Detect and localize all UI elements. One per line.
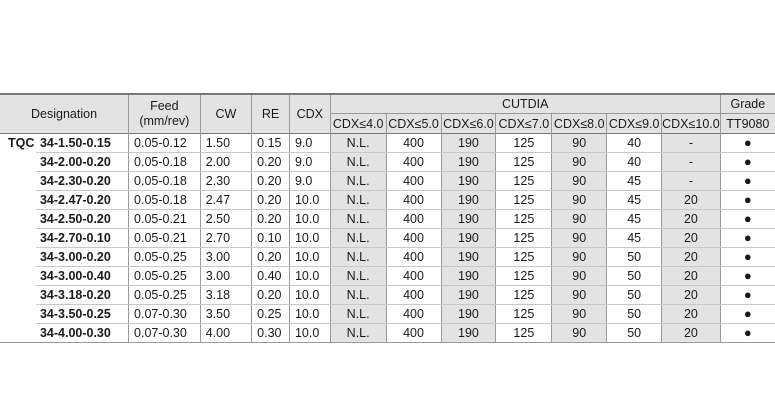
cell-cutdia: 90	[552, 153, 607, 172]
header-cdx-le-9: CDX≤9.0	[607, 114, 662, 134]
cell-designation: 34-3.50-0.25	[36, 305, 129, 324]
cell-cutdia: 125	[496, 305, 552, 324]
header-grade-tt9080: TT9080	[720, 114, 775, 134]
cell-cutdia: 40	[607, 153, 662, 172]
header-cdx-le-8: CDX≤8.0	[552, 114, 607, 134]
cell-cutdia: 125	[496, 267, 552, 286]
cell-cutdia: 45	[607, 210, 662, 229]
cell-cutdia: 190	[441, 324, 496, 343]
series-prefix-blank	[0, 172, 36, 191]
cell-cutdia: 20	[662, 286, 721, 305]
cell-cutdia: 125	[496, 134, 552, 153]
table-row	[0, 210, 775, 229]
cell-cutdia: 90	[552, 324, 607, 343]
table-row	[0, 305, 775, 324]
table-row	[0, 324, 775, 343]
cell-feed: 0.05-0.21	[129, 229, 201, 248]
cell-cutdia: N.L.	[330, 153, 386, 172]
cell-cutdia: 190	[441, 172, 496, 191]
table-row	[0, 172, 775, 191]
series-prefix-blank	[0, 191, 36, 210]
series-prefix-blank	[0, 324, 36, 343]
cell-cutdia: 90	[552, 210, 607, 229]
cell-designation: 34-1.50-0.15	[36, 134, 129, 153]
cell-cutdia: 125	[496, 210, 552, 229]
header-re: RE	[252, 94, 290, 134]
cell-cutdia: 400	[386, 286, 441, 305]
grade-available-marker: ●	[720, 286, 775, 305]
cell-cw: 3.00	[200, 248, 251, 267]
grade-available-marker: ●	[720, 134, 775, 153]
cell-cutdia: 400	[386, 210, 441, 229]
series-prefix: TQC	[8, 136, 35, 151]
cell-cutdia: N.L.	[330, 305, 386, 324]
cell-feed: 0.05-0.25	[129, 286, 201, 305]
header-feed-line1: Feed	[150, 99, 179, 113]
spec-table-container	[0, 93, 775, 343]
cell-cutdia: 190	[441, 229, 496, 248]
cell-cw: 3.18	[200, 286, 251, 305]
cell-cutdia: 125	[496, 153, 552, 172]
cell-cdx: 9.0	[289, 134, 330, 153]
cell-cutdia: -	[662, 153, 721, 172]
table-row	[0, 134, 775, 153]
header-cdx: CDX	[289, 94, 330, 134]
cell-cw: 2.47	[200, 191, 251, 210]
cell-cutdia: 125	[496, 248, 552, 267]
cell-cutdia: 50	[607, 305, 662, 324]
cell-cutdia: 45	[607, 191, 662, 210]
cell-cutdia: 190	[441, 134, 496, 153]
cell-re: 0.10	[252, 229, 290, 248]
cell-designation: 34-2.50-0.20	[36, 210, 129, 229]
cell-cutdia: 190	[441, 210, 496, 229]
header-designation: Designation	[0, 94, 129, 134]
cell-cw: 3.00	[200, 267, 251, 286]
header-grade: Grade	[720, 94, 775, 114]
cell-cdx: 10.0	[289, 286, 330, 305]
cell-cutdia: 90	[552, 286, 607, 305]
cell-re: 0.25	[252, 305, 290, 324]
cell-cutdia: N.L.	[330, 286, 386, 305]
cell-cutdia: 400	[386, 324, 441, 343]
cell-cdx: 10.0	[289, 191, 330, 210]
cell-cutdia: 125	[496, 191, 552, 210]
table-body	[0, 134, 775, 343]
cell-feed: 0.05-0.25	[129, 248, 201, 267]
header-cutdia: CUTDIA	[330, 94, 720, 114]
series-prefix-blank	[0, 305, 36, 324]
header-cw: CW	[200, 94, 251, 134]
cell-feed: 0.05-0.18	[129, 153, 201, 172]
cell-cutdia: 20	[662, 248, 721, 267]
cell-designation: 34-2.30-0.20	[36, 172, 129, 191]
cell-cdx: 10.0	[289, 210, 330, 229]
insert-spec-table	[0, 93, 775, 343]
header-cdx-le-6: CDX≤6.0	[441, 114, 496, 134]
grade-available-marker: ●	[720, 172, 775, 191]
cell-cutdia: N.L.	[330, 324, 386, 343]
cell-cutdia: -	[662, 134, 721, 153]
series-prefix-blank	[0, 210, 36, 229]
cell-cutdia: 90	[552, 229, 607, 248]
cell-cutdia: 125	[496, 229, 552, 248]
cell-cdx: 10.0	[289, 305, 330, 324]
cell-designation: 34-4.00-0.30	[36, 324, 129, 343]
grade-available-marker: ●	[720, 305, 775, 324]
cell-feed: 0.05-0.18	[129, 191, 201, 210]
series-prefix-blank	[0, 248, 36, 267]
cell-cutdia: 50	[607, 324, 662, 343]
cell-cdx: 10.0	[289, 267, 330, 286]
cell-cutdia: 190	[441, 153, 496, 172]
cell-cutdia: N.L.	[330, 172, 386, 191]
cell-cutdia: 20	[662, 267, 721, 286]
cell-designation: 34-3.00-0.40	[36, 267, 129, 286]
cell-cw: 3.50	[200, 305, 251, 324]
grade-available-marker: ●	[720, 324, 775, 343]
cell-re: 0.40	[252, 267, 290, 286]
grade-available-marker: ●	[720, 267, 775, 286]
cell-cutdia: 90	[552, 248, 607, 267]
cell-cutdia: N.L.	[330, 134, 386, 153]
header-cdx-le-5: CDX≤5.0	[386, 114, 441, 134]
grade-available-marker: ●	[720, 210, 775, 229]
header-cdx-le-7: CDX≤7.0	[496, 114, 552, 134]
cell-feed: 0.05-0.25	[129, 267, 201, 286]
cell-cutdia: 400	[386, 267, 441, 286]
cell-cutdia: 45	[607, 172, 662, 191]
cell-cutdia: 400	[386, 229, 441, 248]
series-prefix-blank	[0, 153, 36, 172]
cell-cutdia: 20	[662, 229, 721, 248]
cell-cutdia: 90	[552, 305, 607, 324]
header-cdx-le-4: CDX≤4.0	[330, 114, 386, 134]
header-feed-line2: (mm/rev)	[139, 114, 190, 128]
cell-cutdia: 50	[607, 248, 662, 267]
cell-cutdia: 50	[607, 286, 662, 305]
cell-cw: 2.70	[200, 229, 251, 248]
cell-cutdia: 400	[386, 153, 441, 172]
header-cdx-le-10: CDX≤10.0	[662, 114, 721, 134]
cell-cutdia: 125	[496, 286, 552, 305]
cell-re: 0.20	[252, 248, 290, 267]
cell-cutdia: N.L.	[330, 267, 386, 286]
cell-cutdia: 400	[386, 248, 441, 267]
cell-designation: 34-3.18-0.20	[36, 286, 129, 305]
cell-cutdia: 190	[441, 191, 496, 210]
cell-designation: 34-3.00-0.20	[36, 248, 129, 267]
table-row	[0, 229, 775, 248]
cell-re: 0.15	[252, 134, 290, 153]
cell-feed: 0.05-0.21	[129, 210, 201, 229]
series-prefix-blank	[0, 286, 36, 305]
cell-feed: 0.05-0.18	[129, 172, 201, 191]
cell-cdx: 10.0	[289, 229, 330, 248]
cell-cutdia: 400	[386, 134, 441, 153]
cell-cw: 2.30	[200, 172, 251, 191]
cell-cutdia: 125	[496, 324, 552, 343]
cell-cutdia: 400	[386, 191, 441, 210]
cell-designation: 34-2.70-0.10	[36, 229, 129, 248]
cell-cdx: 10.0	[289, 248, 330, 267]
cell-cutdia: 190	[441, 267, 496, 286]
cell-cutdia: 90	[552, 134, 607, 153]
header-feed	[129, 94, 201, 134]
cell-cutdia: N.L.	[330, 210, 386, 229]
cell-cdx: 10.0	[289, 324, 330, 343]
table-header	[0, 94, 775, 134]
table-row	[0, 191, 775, 210]
cell-re: 0.20	[252, 172, 290, 191]
cell-feed: 0.07-0.30	[129, 305, 201, 324]
series-prefix-blank	[0, 267, 36, 286]
grade-available-marker: ●	[720, 191, 775, 210]
cell-re: 0.20	[252, 210, 290, 229]
cell-cutdia: N.L.	[330, 191, 386, 210]
cell-cutdia: 400	[386, 305, 441, 324]
cell-cutdia: 20	[662, 210, 721, 229]
cell-cutdia: 190	[441, 286, 496, 305]
cell-cw: 2.00	[200, 153, 251, 172]
table-row	[0, 153, 775, 172]
cell-cutdia: -	[662, 172, 721, 191]
cell-designation: 34-2.47-0.20	[36, 191, 129, 210]
grade-available-marker: ●	[720, 248, 775, 267]
cell-cutdia: N.L.	[330, 229, 386, 248]
cell-cutdia: 20	[662, 191, 721, 210]
cell-re: 0.20	[252, 286, 290, 305]
cell-cw: 2.50	[200, 210, 251, 229]
series-prefix-blank	[0, 229, 36, 248]
cell-cutdia: 400	[386, 172, 441, 191]
cell-cutdia: 125	[496, 172, 552, 191]
cell-cutdia: 40	[607, 134, 662, 153]
cell-cdx: 9.0	[289, 153, 330, 172]
table-row	[0, 267, 775, 286]
cell-cutdia: 20	[662, 324, 721, 343]
cell-feed: 0.07-0.30	[129, 324, 201, 343]
cell-re: 0.20	[252, 191, 290, 210]
grade-available-marker: ●	[720, 153, 775, 172]
cell-cutdia: 50	[607, 267, 662, 286]
cell-cw: 4.00	[200, 324, 251, 343]
cell-cutdia: 45	[607, 229, 662, 248]
cell-cutdia: 90	[552, 191, 607, 210]
cell-cutdia: 90	[552, 172, 607, 191]
cell-re: 0.30	[252, 324, 290, 343]
table-row	[0, 286, 775, 305]
cell-feed: 0.05-0.12	[129, 134, 201, 153]
cell-cutdia: 190	[441, 305, 496, 324]
cell-cutdia: N.L.	[330, 248, 386, 267]
cell-cutdia: 20	[662, 305, 721, 324]
cell-re: 0.20	[252, 153, 290, 172]
cell-cw: 1.50	[200, 134, 251, 153]
cell-cutdia: 90	[552, 267, 607, 286]
cell-designation: 34-2.00-0.20	[36, 153, 129, 172]
cell-cutdia: 190	[441, 248, 496, 267]
cell-cdx: 9.0	[289, 172, 330, 191]
grade-available-marker: ●	[720, 229, 775, 248]
table-row	[0, 248, 775, 267]
